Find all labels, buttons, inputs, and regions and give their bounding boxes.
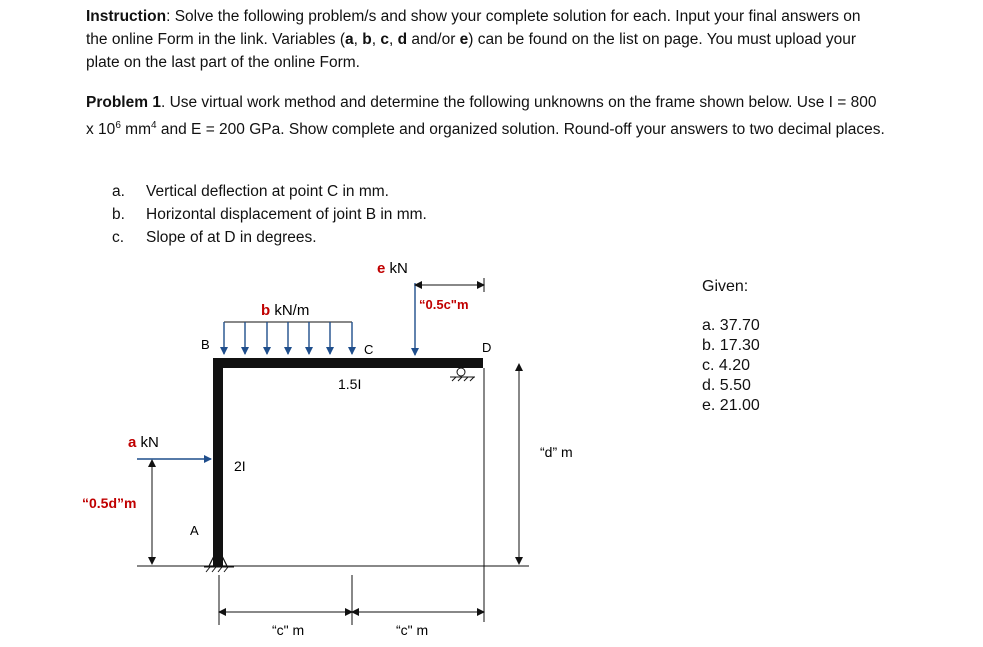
column-ab [213, 358, 223, 566]
point-d-label: D [482, 340, 492, 355]
half-d-label: “0.5d”m [82, 495, 137, 511]
distributed-load [224, 322, 352, 354]
task-letter: b. [112, 206, 125, 223]
point-c-label: C [364, 342, 374, 357]
given-value: e. 21.00 [702, 397, 760, 414]
var-b: b [362, 31, 372, 48]
half-c-label: “0.5c"m [419, 297, 469, 312]
c-dimension-left-label: “c" m [272, 622, 305, 638]
instruction-label: Instruction [86, 8, 167, 25]
sep-4: and/or [407, 31, 460, 48]
task-text: Slope of at D in degrees. [146, 229, 317, 246]
problem-text-3: and E = 200 GPa. Show complete and organized solution. Round-off your answers to two decimal places. [156, 121, 885, 139]
given-value: d. 5.50 [702, 377, 751, 394]
exponent-4: 4 [151, 120, 157, 131]
given-value: c. 4.20 [702, 357, 751, 374]
instruction-text-1: : Solve the following problem/s and show your complete solution for each. Input your final answers on the online Form in the link. Variables ( [86, 8, 861, 48]
var-e: e [459, 31, 469, 48]
c-dimension-right-label: “c" m [396, 622, 429, 638]
task-text: Horizontal displacement of joint B in mm. [146, 206, 427, 223]
sep-1: , [353, 31, 363, 48]
var-c: c [380, 31, 389, 48]
instruction-text-2: ) can be found on the list on page. You must upload your plate on the last part of the online Form. [86, 31, 857, 71]
given-list [702, 316, 760, 416]
problem-text-2: mm [120, 121, 152, 139]
sep-3: , [389, 31, 398, 48]
roller-support [450, 368, 475, 381]
given-value: b. 17.30 [702, 337, 760, 354]
column-stiffness-label: 2I [234, 458, 246, 474]
joint-b-label: B [201, 337, 210, 352]
task-letter: c. [112, 229, 125, 246]
sep-2: , [371, 31, 381, 48]
horizontal-load-label: a kN [128, 434, 159, 451]
support-a-label: A [190, 523, 199, 538]
beam-stiffness-label: 1.5I [338, 376, 362, 392]
given-value: a. 37.70 [702, 317, 760, 334]
var-a: a [345, 31, 354, 48]
beam-bd [213, 358, 483, 368]
problem-label: Problem 1 [86, 94, 161, 111]
exponent-6: 6 [115, 120, 121, 131]
task-text: Vertical deflection at point C in mm. [146, 183, 389, 200]
task-letter: a. [112, 183, 125, 200]
point-load-label: e kN [377, 260, 408, 277]
distributed-load-label: b kN/m [261, 302, 310, 319]
d-dimension-label: “d” m [540, 444, 573, 460]
var-d: d [397, 31, 408, 48]
problem-text-1: . Use virtual work method and determine the following unknowns on the frame shown below. Use I = 800 x 10 [86, 94, 877, 139]
given-title: Given: [702, 278, 749, 295]
